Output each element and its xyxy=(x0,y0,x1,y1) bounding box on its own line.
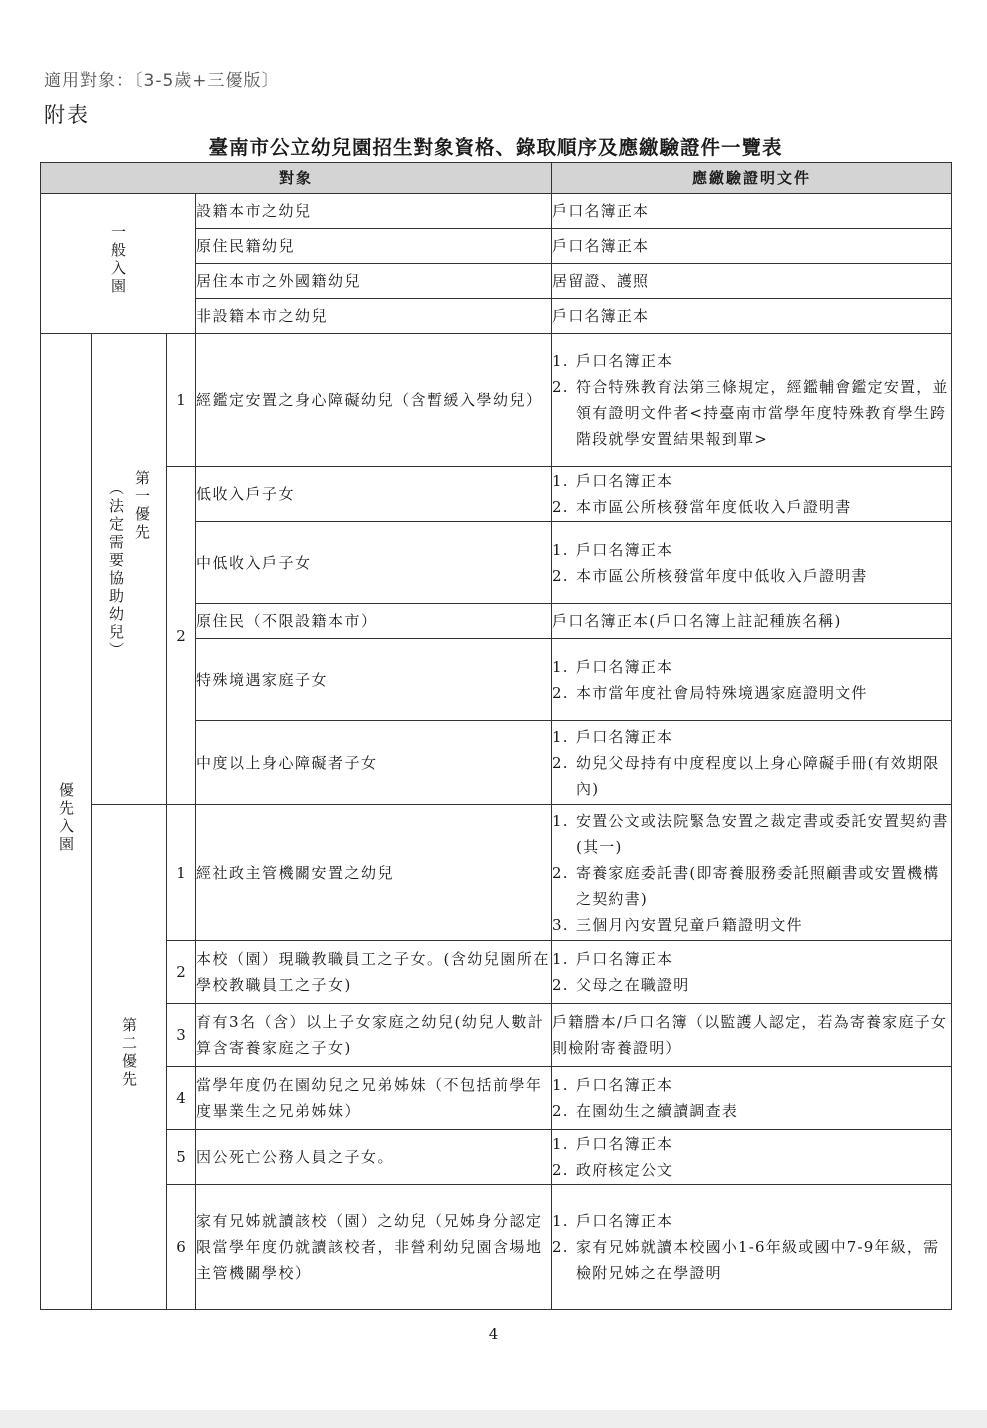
order-number: 1 xyxy=(167,334,196,467)
list-item: 1. 戶口名簿正本 xyxy=(552,472,674,490)
list-item: 2. 家有兄姊就讀本校國小1-6年級或國中7-9年級，需檢附兄姊之在學證明 xyxy=(552,1238,940,1282)
list-item: 1. 戶口名簿正本 xyxy=(552,540,674,559)
document-cell: 戶口名簿正本 xyxy=(552,194,952,229)
document-cell xyxy=(552,522,952,604)
object-cell: 居住本市之外國籍幼兒 xyxy=(196,264,552,299)
col-header-documents: 應繳驗證明文件 xyxy=(552,163,952,194)
page-number: 4 xyxy=(488,1325,499,1343)
document-cell xyxy=(552,467,952,522)
order-number: 4 xyxy=(167,1067,196,1130)
second-priority-label: 第二優先 xyxy=(120,1017,138,1089)
order-number: 3 xyxy=(167,1004,196,1067)
first-priority-cell xyxy=(92,334,167,805)
object-cell: 低收入戶子女 xyxy=(196,467,552,522)
eligibility-table xyxy=(40,162,952,1310)
list-item: 1. 戶口名簿正本 xyxy=(552,657,674,676)
list-item: 1. 戶口名簿正本 xyxy=(552,727,674,746)
document-cell: 戶口名簿正本 xyxy=(552,299,952,334)
object-cell: 原住民（不限設籍本市） xyxy=(196,604,552,639)
list-item: 1. 安置公文或法院緊急安置之裁定書或委託安置契約書(其一) xyxy=(552,811,949,856)
group-general-label: 一般入園 xyxy=(109,223,127,296)
document-cell: 居留證、護照 xyxy=(552,264,952,299)
group-general-cell xyxy=(41,194,196,334)
list-item: 2. 政府核定公文 xyxy=(552,1161,674,1179)
second-priority-cell xyxy=(92,805,167,1310)
object-cell: 育有3名（含）以上子女家庭之幼兒(幼兒人數計算含寄養家庭之子女) xyxy=(196,1004,552,1067)
object-cell: 非設籍本市之幼兒 xyxy=(196,299,552,334)
table-row xyxy=(41,941,952,1004)
applies-to-label: 適用對象：〔3-5歲+三優版〕 xyxy=(44,71,280,91)
object-cell: 中低收入戶子女 xyxy=(196,522,552,604)
list-item: 1. 戶口名簿正本 xyxy=(552,1212,674,1230)
document-cell xyxy=(552,805,952,941)
table-row xyxy=(41,194,952,229)
document-cell xyxy=(552,721,952,805)
document-cell xyxy=(552,334,952,467)
group-priority-label: 優先入園 xyxy=(57,781,75,854)
first-priority-sublabel: （法定需要協助幼兒） xyxy=(107,480,125,660)
order-number: 1 xyxy=(167,805,196,941)
list-item: 2. 幼兒父母持有中度程度以上身心障礙手冊(有效期限內) xyxy=(552,753,940,798)
list-item: 2. 符合特殊教育法第三條規定，經鑑輔會鑑定安置，並領有證明文件者<持臺南市當學年度特殊教育學生跨階段就學安置結果報到單> xyxy=(552,378,949,448)
table-row xyxy=(41,805,952,941)
bottom-edge-bar xyxy=(0,1410,987,1428)
object-cell: 原住民籍幼兒 xyxy=(196,229,552,264)
list-item: 2. 本市區公所核發當年度低收入戶證明書 xyxy=(552,498,852,516)
first-priority-label: 第一優先 xyxy=(133,470,151,542)
list-item: 3. 三個月內安置兒童戶籍證明文件 xyxy=(552,915,803,934)
document-cell: 戶口名簿正本 xyxy=(552,229,952,264)
list-item: 2. 在園幼生之續讀調查表 xyxy=(552,1102,739,1120)
list-item: 1. 戶口名簿正本 xyxy=(552,950,674,968)
list-item: 2. 本市區公所核發當年度中低收入戶證明書 xyxy=(552,566,868,585)
document-cell xyxy=(552,639,952,721)
order-number: 5 xyxy=(167,1130,196,1185)
object-cell: 特殊境遇家庭子女 xyxy=(196,639,552,721)
object-cell: 經社政主管機關安置之幼兒 xyxy=(196,805,552,941)
document-cell xyxy=(552,1185,952,1310)
document-cell xyxy=(552,1130,952,1185)
table-header-row xyxy=(41,163,952,194)
col-header-object: 對象 xyxy=(41,163,552,194)
object-cell: 經鑑定安置之身心障礙幼兒（含暫緩入學幼兒） xyxy=(196,334,552,467)
order-number: 2 xyxy=(167,467,196,805)
object-cell: 設籍本市之幼兒 xyxy=(196,194,552,229)
table-row xyxy=(41,1130,952,1185)
table-row xyxy=(41,1004,952,1067)
object-cell: 家有兄姊就讀該校（園）之幼兒（兄姊身分認定限當學年度仍就讀該校者，非營利幼兒園含場地主管機關學校） xyxy=(196,1185,552,1310)
list-item: 2. 寄養家庭委託書(即寄養服務委託照顧書或安置機構之契約書) xyxy=(552,863,940,908)
document-title: 臺南市公立幼兒園招生對象資格、錄取順序及應繳驗證件一覽表 xyxy=(208,136,783,159)
order-number: 6 xyxy=(167,1185,196,1310)
order-number: 2 xyxy=(167,941,196,1004)
object-cell: 當學年度仍在園幼兒之兄弟姊妹（不包括前學年度畢業生之兄弟姊妹） xyxy=(196,1067,552,1130)
table-row xyxy=(41,334,952,467)
table-row xyxy=(41,1067,952,1130)
document-cell: 戶籍謄本/戶口名簿（以監護人認定，若為寄養家庭子女則檢附寄養證明） xyxy=(552,1004,952,1067)
object-cell: 中度以上身心障礙者子女 xyxy=(196,721,552,805)
list-item: 1. 戶口名簿正本 xyxy=(552,1076,674,1094)
document-cell: 戶口名簿正本(戶口名簿上註記種族名稱) xyxy=(552,604,952,639)
group-priority-cell xyxy=(41,334,92,1310)
object-cell: 本校（園）現職教職員工之子女。(含幼兒園所在學校教職員工之子女) xyxy=(196,941,552,1004)
object-cell: 因公死亡公務人員之子女。 xyxy=(196,1130,552,1185)
appendix-label: 附表 xyxy=(44,103,90,127)
document-cell xyxy=(552,941,952,1004)
table-row xyxy=(41,467,952,522)
list-item: 1. 戶口名簿正本 xyxy=(552,352,674,370)
document-cell xyxy=(552,1067,952,1130)
list-item: 1. 戶口名簿正本 xyxy=(552,1135,674,1153)
list-item: 2. 父母之在職證明 xyxy=(552,976,690,994)
list-item: 2. 本市當年度社會局特殊境遇家庭證明文件 xyxy=(552,683,868,702)
table-row xyxy=(41,1185,952,1310)
